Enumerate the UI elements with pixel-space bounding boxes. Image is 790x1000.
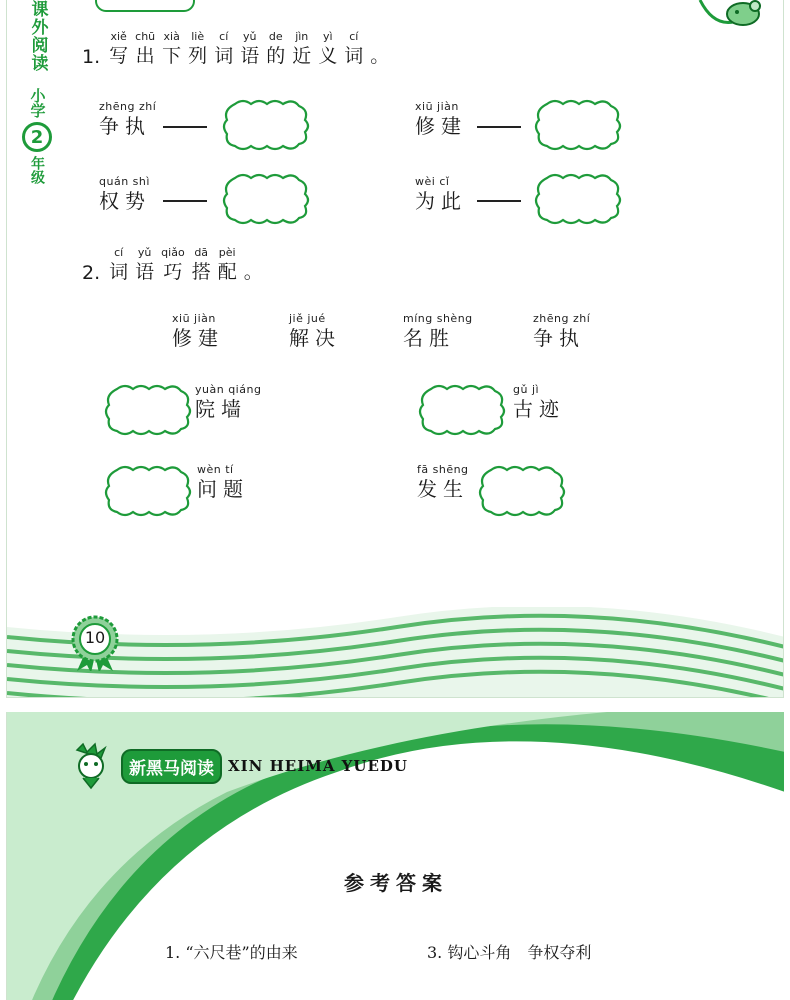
hanzi: 。	[243, 261, 263, 283]
heading-char	[161, 246, 185, 284]
pinyin: xiū jiàn	[415, 100, 459, 113]
answer-cloud-box[interactable]	[221, 170, 311, 226]
answer-item-1: 1. “六尺巷”的由来	[165, 943, 298, 962]
pinyin: chū	[135, 30, 156, 43]
pinyin: yuàn qiáng	[195, 383, 262, 396]
brand-title: 新黑马阅读	[121, 749, 222, 784]
pinyin: yì	[322, 30, 333, 43]
hanzi: 权势	[99, 189, 151, 213]
pinyin: wèi cǐ	[415, 175, 450, 188]
hanzi: 争执	[533, 326, 585, 350]
grade-label: 年级	[29, 156, 45, 184]
heading-char	[292, 30, 311, 68]
hanzi: 下	[162, 45, 182, 67]
hanzi: 配	[217, 261, 237, 283]
hanzi: 解决	[289, 326, 341, 350]
hanzi: 名胜	[403, 326, 455, 350]
pinyin: quán shì	[99, 175, 150, 188]
hanzi: 。	[370, 45, 390, 67]
dash-line	[163, 200, 207, 202]
hanzi: 争执	[99, 114, 151, 138]
pinyin: yǔ	[137, 246, 152, 259]
heading-char	[135, 246, 154, 284]
hanzi: 义	[318, 45, 338, 67]
hanzi: 出	[135, 45, 155, 67]
grade-badge: 2	[22, 122, 52, 152]
pinyin: jiě jué	[289, 312, 326, 325]
answers-page	[6, 712, 784, 1000]
pinyin: de	[268, 30, 283, 43]
heading-char	[244, 246, 263, 284]
hanzi: 院墙	[195, 397, 247, 421]
hanzi: 语	[135, 261, 155, 283]
pinyin: liè	[191, 30, 205, 43]
dash-line	[477, 126, 521, 128]
heading-char	[370, 30, 389, 68]
pinyin: zhēng zhí	[533, 312, 591, 325]
q2-target-3	[197, 463, 249, 501]
pinyin: xiū jiàn	[172, 312, 216, 325]
heading-char	[266, 30, 285, 68]
q2-target-4	[417, 463, 469, 501]
hanzi: 词	[109, 261, 129, 283]
hanzi: 的	[266, 45, 286, 67]
answer-cloud-box[interactable]	[417, 381, 507, 437]
question-2-heading	[82, 246, 263, 284]
hanzi: 古迹	[513, 397, 565, 421]
pinyin: fā shēng	[417, 463, 469, 476]
section-tab	[95, 0, 195, 12]
question-1-number: 1.	[82, 46, 101, 68]
pinyin: gǔ jì	[513, 383, 540, 396]
q2-option-2	[289, 312, 341, 350]
answer-cloud-box[interactable]	[221, 96, 311, 152]
answer-item-3: 3. 钩心斗角 争权夺利	[427, 943, 592, 962]
q2-option-1	[172, 312, 224, 350]
hanzi: 修建	[415, 114, 467, 138]
answer-cloud-box[interactable]	[477, 462, 567, 518]
q1-word-2	[415, 100, 467, 138]
pinyin: xiě	[110, 30, 127, 43]
heading-char	[109, 30, 128, 68]
hanzi: 发生	[417, 477, 469, 501]
hanzi: 修建	[172, 326, 224, 350]
worksheet-page	[6, 0, 784, 698]
heading-char	[109, 246, 128, 284]
pinyin: zhēng zhí	[99, 100, 157, 113]
series-title: 课外阅读	[27, 0, 48, 72]
hanzi: 词	[214, 45, 234, 67]
pinyin: dā	[194, 246, 209, 259]
pinyin: yǔ	[242, 30, 257, 43]
dash-line	[477, 200, 521, 202]
question-1-heading	[82, 30, 389, 68]
hanzi: 搭	[191, 261, 211, 283]
hanzi: 语	[240, 45, 260, 67]
pinyin: qiǎo	[161, 246, 185, 259]
q2-option-3	[403, 312, 473, 350]
heading-char	[192, 246, 211, 284]
hanzi: 巧	[163, 261, 183, 283]
page-number: 10	[84, 628, 106, 647]
mouse-illustration-icon	[695, 0, 765, 40]
pinyin: cí	[114, 246, 124, 259]
horse-mascot-icon	[67, 742, 115, 790]
hanzi: 写	[109, 45, 129, 67]
pinyin: cí	[349, 30, 359, 43]
pinyin: míng shèng	[403, 312, 473, 325]
hanzi: 为此	[415, 189, 467, 213]
answer-cloud-box[interactable]	[533, 170, 623, 226]
pinyin: cí	[219, 30, 229, 43]
answer-cloud-box[interactable]	[533, 96, 623, 152]
q2-target-2	[513, 383, 565, 421]
wave-decoration	[7, 607, 784, 697]
school-level: 小学	[28, 88, 47, 118]
pinyin: wèn tí	[197, 463, 234, 476]
q1-word-3	[99, 175, 151, 213]
q1-word-1	[99, 100, 156, 138]
heading-char	[218, 246, 237, 284]
answers-title: 参考答案	[344, 871, 448, 895]
hanzi: 近	[292, 45, 312, 67]
hanzi: 词	[344, 45, 364, 67]
heading-char	[188, 30, 207, 68]
heading-char	[162, 30, 181, 68]
brand-english: XIN HEIMA YUEDU	[228, 757, 408, 775]
hanzi: 列	[188, 45, 208, 67]
dash-line	[163, 126, 207, 128]
answer-cloud-box[interactable]	[103, 462, 193, 518]
heading-char	[318, 30, 337, 68]
heading-char	[214, 30, 233, 68]
q2-option-4	[533, 312, 590, 350]
pinyin: xià	[163, 30, 180, 43]
heading-char	[344, 30, 363, 68]
q1-word-4	[415, 175, 467, 213]
book-sidebar	[13, 0, 61, 260]
pinyin: pèi	[218, 246, 236, 259]
q2-target-1	[195, 383, 261, 421]
heading-char	[240, 30, 259, 68]
answer-cloud-box[interactable]	[103, 381, 193, 437]
hanzi: 问题	[197, 477, 249, 501]
heading-char	[135, 30, 155, 68]
pinyin: jìn	[295, 30, 309, 43]
brand-header	[67, 742, 408, 790]
question-2-number: 2.	[82, 262, 101, 284]
